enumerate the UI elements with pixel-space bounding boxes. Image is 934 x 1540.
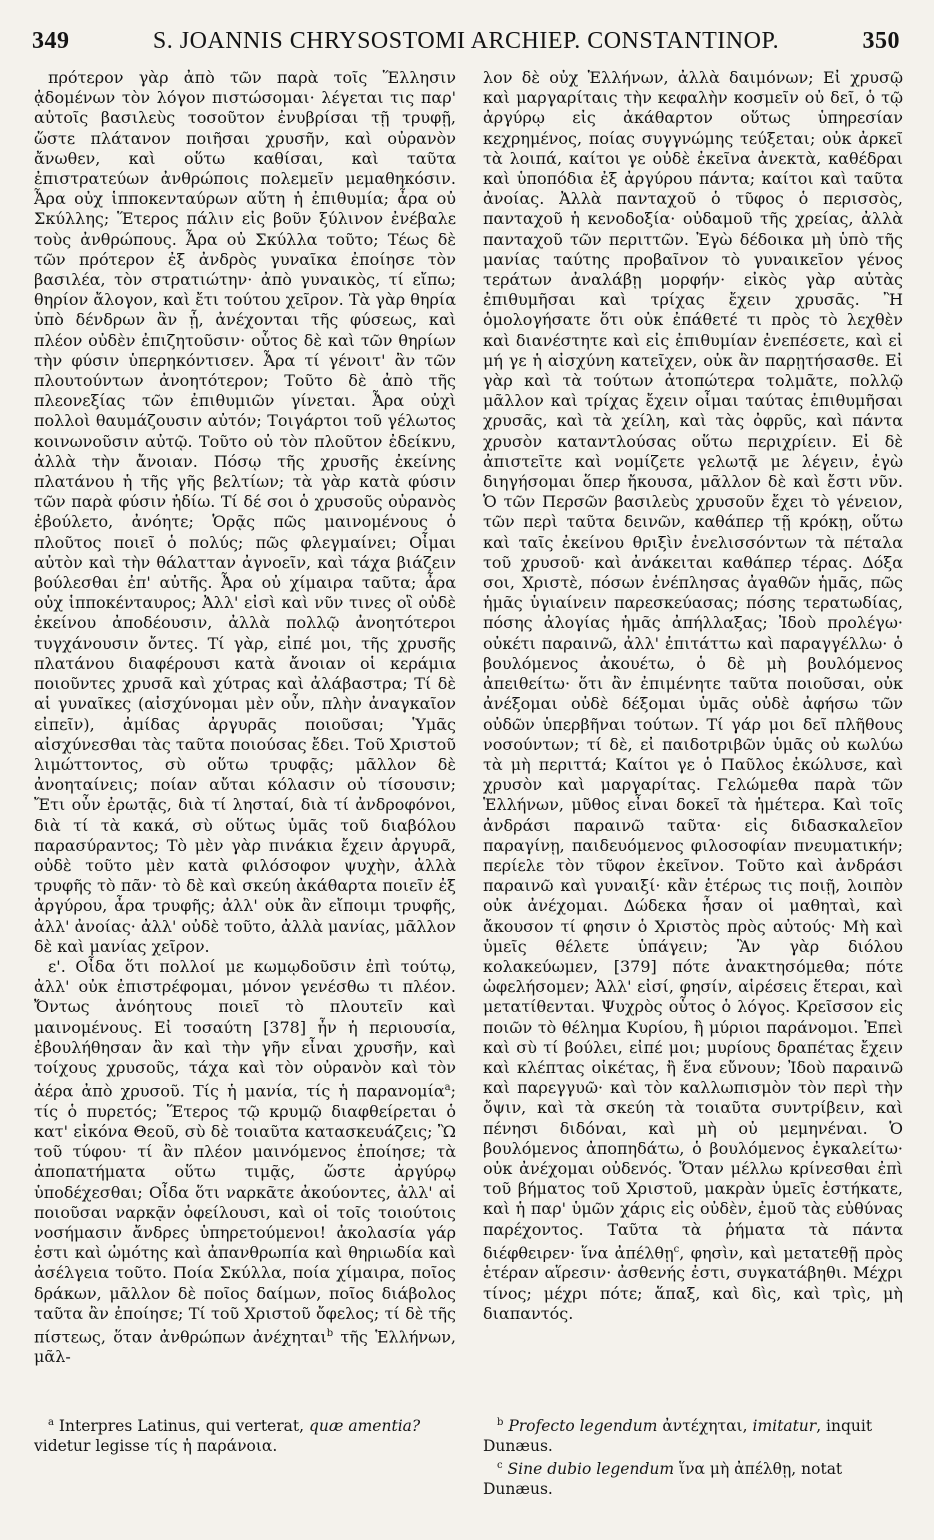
- left-page-number: 349: [32, 28, 70, 54]
- left-column: [34, 68, 456, 1368]
- running-title: S. JOANNIS CHRYSOSTOMI ARCHIEP. CONSTANTINOP.: [152, 28, 780, 54]
- running-header: [32, 28, 900, 62]
- footnotes-left: [34, 1413, 454, 1456]
- footnote-b: $^b$ Profecto legendum ἀντέχηται, imitatur, inquit Dunæus.: [483, 1417, 873, 1456]
- right-column: [483, 68, 903, 1324]
- footnote-a: $^a$ Interpres Latinus, qui verterat, quæ amentia? videtur legisse τίς ἡ παράνοια.: [34, 1417, 421, 1456]
- left-paragraph-1: πρότερον γὰρ ἀπὸ τῶν παρὰ τοῖς Ἕλλησιν ᾀδομένων τὸν λόγον πιστώσομαι· λέγεται τις παρ' αὐτοῖς βασιλεὺς τοσοῦτον ἐνυβρίσαι τῇ τρυφῇ, ὥστε πλάτανον ποιῆσαι χρυσῆν, καὶ οὐρανὸν ἄνωθεν, καὶ οὕτω καθίσαι, καὶ ταῦτα ἐπιστρατεύων ἀνθρώποις πολεμεῖν μεμαθηκόσιν. Ἆρα οὐχ ἱπποκενταύρων αὕτη ἡ ἐπιθυμία; ἆρα οὐ Σκύλλης; Ἕτερος πάλιν εἰς βοῦν ξύλινον ἐνέβαλε τοὺς ἀνθρώπους. Ἆρα οὐ Σκύλλα τοῦτο; Τέως δὲ τῶν πρότερον ἐξ ἀνδρὸς γυναῖκα ἐποίησε τὸν βασιλέα, τὸν στρατιώτην· ἀπὸ γυναικὸς, τί εἴπω; θηρίον ἄλογον, καὶ ἔτι τούτου χεῖρον. Τὰ γὰρ θηρία ὑπὸ δένδρων ἂν ᾖ, ἀνέχονται τῆς φύσεως, καὶ πλέον οὐδὲν ἐπιζητοῦσιν· οὗτος δὲ καὶ τῶν θηρίων τὴν φύσιν ὑπερηκόντισεν. Ἆρα τί γένοιτ' ἂν τῶν πλουτούντων ἀνοητότερον; Τοῦτο δὲ ἀπὸ τῆς πλεονεξίας τῶν ἐπιθυμιῶν γίνεται. Ἆρα οὐχὶ πολλοὶ θαυμάζουσιν αὐτόν; Τοιγάρτοι τοῦ γέλωτος κοινωνοῦσιν αὐτῷ. Τοῦτο οὐ τὸν πλοῦτον ἐδείκνυ, ἀλλὰ τὴν ἄνοιαν. Πόσῳ τῆς χρυσῆς ἐκείνης πλατάνου ἡ τῆς γῆς βελτίων; τὰ γὰρ κατὰ φύσιν τῶν παρὰ φύσιν ἡδίω. Τί δέ σοι ὁ χρυσοῦς οὐρανὸς ἐβούλετο, ἀνόητε; Ὁρᾷς πῶς μαινομένους ὁ πλοῦτος ποιεῖ ὁ πολύς; πῶς φλεγμαίνει; Οἶμαι αὐτὸν καὶ τὴν θάλατταν ἀγνοεῖν, καὶ τάχα βιάζειν βούλεσθαι ἐπ' αὐτῆς. Ἆρα οὐ χίμαιρα ταῦτα; ἆρα οὐχ ἱπποκένταυρος; Ἀλλ' εἰσὶ καὶ νῦν τινες οἳ οὐδὲ ἐκείνου ἀποδέουσιν, ἀλλὰ πολλῷ ἀνοητότεροι τυγχάνουσιν ὄντες. Τί γὰρ, εἰπέ μοι, τῆς χρυσῆς πλατάνου διαφέρουσι κατὰ ἄνοιαν οἱ κεράμια ποιοῦντες χρυσᾶ καὶ χύτρας καὶ ἀλάβαστρα; Τί δὲ αἱ γυναῖκες (αἰσχύνομαι μὲν οὖν, πλὴν ἀναγκαῖον εἰπεῖν), ἀμίδας ἀργυρᾶς ποιοῦσαι; Ὑμᾶς αἰσχύνεσθαι τὰς ταῦτα ποιούσας ἔδει. Τοῦ Χριστοῦ λιμώττοντος, σὺ οὕτω τρυφᾷς; μᾶλλον δὲ ἀνοηταίνεις; ποίαν αὔται κόλασιν οὐ τίσουσιν; Ἔτι οὖν ἐρωτᾷς, διὰ τί λησταί, διὰ τί ἀνδροφόνοι, διὰ τί τὰ κακά, σὺ οὕτως ὑμᾶς τοῦ διαβόλου παρασύραντος; Τὸ μὲν γὰρ πινάκια ἔχειν ἀργυρᾶ, οὐδὲ τοῦτο μὲν κατὰ φιλόσοφον ψυχὴν, ἀλλὰ τρυφῆς τὸ πᾶν· τὸ δὲ καὶ σκεύη ἀκάθαρτα ποιεῖν ἐξ ἀργύρου, ἆρα τρυφῆς; ἀλλ' οὐκ ἂν εἴποιμι τρυφῆς, ἀλλ' ἀνοίας· ἀλλ' οὐδὲ τοῦτο, ἀλλὰ μανίας, μᾶλλον δὲ καὶ μανίας χεῖρον.: [34, 68, 457, 956]
- footnote-c: $^c$ Sine dubio legendum ἵνα μὴ ἀπέλθῃ, notat Dunæus.: [483, 1460, 843, 1499]
- footnotes-right: [483, 1413, 903, 1499]
- right-paragraph-1: λον δὲ οὐχ Ἑλλήνων, ἀλλὰ δαιμόνων; Εἰ χρυσῷ καὶ μαργαρίταις τὴν κεφαλὴν κοσμεῖν οὐ δεῖ, ὁ τῷ ἀργύρῳ εἰς ἀκάθαρτον οὕτως ὑπηρεσίαν κεχρημένος, ποίας συγγνώμης τεύξεται; οὐκ ἀρκεῖ τὰ λοιπά, καίτοι γε οὐδὲ ἐκεῖνα ἀνεκτὰ, καθέδραι καὶ ὑποπόδια ἐξ ἀργύρου πάντα; καίτοι καὶ ταῦτα ἀνοίας. Ἀλλὰ πανταχοῦ ὁ τῦφος ὁ περισσὸς, πανταχοῦ ἡ κενοδοξία· οὐδαμοῦ τῆς χρείας, ἀλλὰ πανταχοῦ τῶν περιττῶν. Ἐγὼ δέδοικα μὴ ὑπὸ τῆς μανίας ταύτης προβαῖνον τὸ γυναικεῖον γένος τεράτων ἀναλάβῃ μορφήν· εἰκὸς γὰρ αὐτὰς ἐπιθυμῆσαι καὶ τρίχας ἔχειν χρυσᾶς. Ἢ ὁμολογήσατε ὅτι οὐκ ἐπάθετέ τι πρὸς τὸ λεχθὲν καὶ διανέστητε καὶ εἰς ἐπιθυμίαν ἐνεπέσετε, καὶ εἰ μή γε ἡ αἰσχύνη κατεῖχεν, οὐκ ἂν παρῃτήσασθε. Εἰ γὰρ καὶ τὰ τούτων ἀτοπώτερα τολμᾶτε, πολλῷ μᾶλλον καὶ τρίχας ἔχειν οἶμαι ταύτας ἐπιθυμῆσαι χρυσᾶς, καὶ τὰ χείλη, καὶ τὰς ὀφρῦς, καὶ πάντα χρυσὸν καταντλούσας οὕτω περιχρίειν. Εἰ δὲ ἀπιστεῖτε καὶ νομίζετε γελωτᾷ με λέγειν, ἐγὼ διηγήσομαι ὅπερ ἤκουσα, μᾶλλον δὲ καὶ ἔστι νῦν. Ὁ τῶν Περσῶν βασιλεὺς χρυσοῦν ἔχει τὸ γένειον, τῶν περὶ ταῦτα δεινῶν, καθάπερ τῇ κρόκῃ, οὕτω καὶ ταῖς ἐκείνου θριξὶν ἐνελισσόντων τὰ πέταλα τοῦ χρυσοῦ· καὶ ἀνάκειται καθάπερ τέρας. Δόξα σοι, Χριστὲ, πόσων ἐνέπλησας ἀγαθῶν ἡμᾶς, πῶς ἡμᾶς ὑγιαίνειν παρεσκεύασας; πόσης τερατωδίας, πόσης ἀλογίας ἡμᾶς ἀπήλλαξας; Ἰδοὺ προλέγω· οὐκέτι παραινῶ, ἀλλ' ἐπιτάττω καὶ παραγγέλλω· ὁ βουλόμενος ἀκουέτω, ὁ δὲ μὴ βουλόμενος ἀπειθείτω· ὅτι ἂν ἐπιμένητε ταῦτα ποιοῦσαι, οὐκ ἀνέξομαι οὐδὲ δέξομαι ὑμᾶς οὐδὲ ἀφήσω τῶν οὐδῶν ὑπερβῆναι τούτων. Τί γάρ μοι δεῖ πλῆθους νοσούντων; τί δὲ, εἰ παιδοτριβῶν ὑμᾶς οὐ κωλύω τὰ μὴ περιττά; Καίτοι γε ὁ Παῦλος ἐκώλυσε, καὶ χρυσὸν καὶ μαργαρίτας. Γελώμεθα παρὰ τῶν Ἑλλήνων, μῦθος εἶναι δοκεῖ τὰ ἡμέτερα. Καὶ τοῖς ἀνδράσι παραινῶ ταῦτα· εἰς διδασκαλεῖον παραγίνῃ, παιδευόμενος φιλοσοφίαν πνευματικήν; περίελε τὸν τῦφον ἐκεῖνον. Τοῦτο καὶ ἀνδράσι παραινῶ καὶ γυναιξί· κἂν ἑτέρως τις ποιῇ, λοιπὸν οὐκ ἀνέχομαι. Δώδεκα ἦσαν οἱ μαθηταὶ, καὶ ἄκουσον τί φησιν ὁ Χριστὸς πρὸς αὐτούς· Μὴ καὶ ὑμεῖς θέλετε ὑπάγειν; Ἂν γὰρ διόλου κολακεύωμεν, [379] πότε ἀνακτησόμεθα; πότε ὠφελήσομεν; Ἀλλ' εἰσί, φησίν, αἱρέσεις ἕτεραι, καὶ μετατίθενται. Ψυχρὸς οὗτος ὁ λόγος. Κρεῖσσον εἰς ποιῶν τὸ θέλημα Κυρίου, ἢ μύριοι παράνομοι. Ἐπεὶ καὶ σὺ τί βούλει, εἰπέ μοι; μυρίους δραπέτας ἔχειν καὶ κλέπτας οἰκέτας, ἢ ἕνα εὔνουν; Ἰδοὺ παραινῶ καὶ παρεγγυῶ· καὶ τὸν καλλωπισμὸν τὸν περὶ τὴν ὄψιν, καὶ τὰ σκεύη τὰ τοιαῦτα συντρίβειν, καὶ πένησι διδόναι, καὶ μὴ οὐ μεμηνέναι. Ὁ βουλόμενος ἀποπηδάτω, ὁ βουλόμενος ἐγκαλείτω· οὐκ ἀνέχομαι οὐδενός. Ὅταν μέλλω κρίνεσθαι ἐπὶ τοῦ βήματος τοῦ Χριστοῦ, μακρὰν ὑμεῖς ἑστήκατε, καὶ ἡ παρ' ὑμῶν χάρις εἰς οὐδὲν, ἐμοῦ τὰς εὐθύνας παρέχοντος. Ταῦτα τὰ ῥήματα τὰ πάντα διέφθειρεν· ἵνα ἀπέλθῃ$^c$, φησὶν, καὶ μετατεθῇ πρὸς ἑτέραν αἵρεσιν· ἀσθενής ἐστι, συγκατάβηθι. Μέχρι τίνος; μέχρι πότε; ἅπαξ, καὶ δὶς, καὶ τρὶς, μὴ διαπαντός.: [483, 68, 903, 1323]
- left-paragraph-2: ε'. Οἶδα ὅτι πολλοί με κωμῳδοῦσιν ἐπὶ τούτῳ, ἀλλ' οὐκ ἐπιστρέφομαι, μόνον γενέσθω τι πλέον. Ὄντως ἀνόητους ποιεῖ τὸ πλουτεῖν καὶ μαινομένους. Εἰ τοσαύτη [378] ἦν ἡ περιουσία, ἐβουλήθησαν ἂν καὶ τὴν γῆν εἶναι χρυσῆν, καὶ τοίχους χρυσοῦς, τάχα καὶ τὸν οὐρανὸν καὶ τὸν ἀέρα ἀπὸ χρυσοῦ. Τίς ἡ μανία, τίς ἡ παρανομία$^a$; τίς ὁ πυρετός; Ἕτερος τῷ κρυμῷ διαφθείρεται ὁ κατ' εἰκόνα Θεοῦ, σὺ δὲ τοιαῦτα κατασκευάζεις; Ὢ τοῦ τύφου· τί ἂν πλέον μαινόμενος ἐποίησε; τὰ ἀποπατήματα οὕτω τιμᾷς, ὥστε ἀργύρῳ ὑποδέχεσθαι; Οἶδα ὅτι ναρκᾶτε ἀκούοντες, ἀλλ' αἱ ποιοῦσαι ναρκᾷν ὀφείλουσι, καὶ οἱ τοῖς τοιούτοις νοσήμασιν ἄνδρες ὑπηρετούμενοι! ἀκολασία γάρ ἐστι καὶ ὠμότης καὶ ἀπανθρωπία καὶ θηριωδία καὶ ἀσέλγεια τοῦτο. Ποία Σκύλλα, ποία χίμαιρα, ποῖος δράκων, μᾶλλον δὲ ποῖος δαίμων, ποῖος διάβολος ταῦτα ἂν ἐποίησε; Τί τοῦ Χριστοῦ ὄφελος; τί δὲ τῆς πίστεως, ὅταν ἀνθρώπων ἀνέχηται$^b$ τῆς Ἑλλήνων, μᾶλ-: [34, 956, 457, 1367]
- right-page-number: 350: [862, 28, 900, 54]
